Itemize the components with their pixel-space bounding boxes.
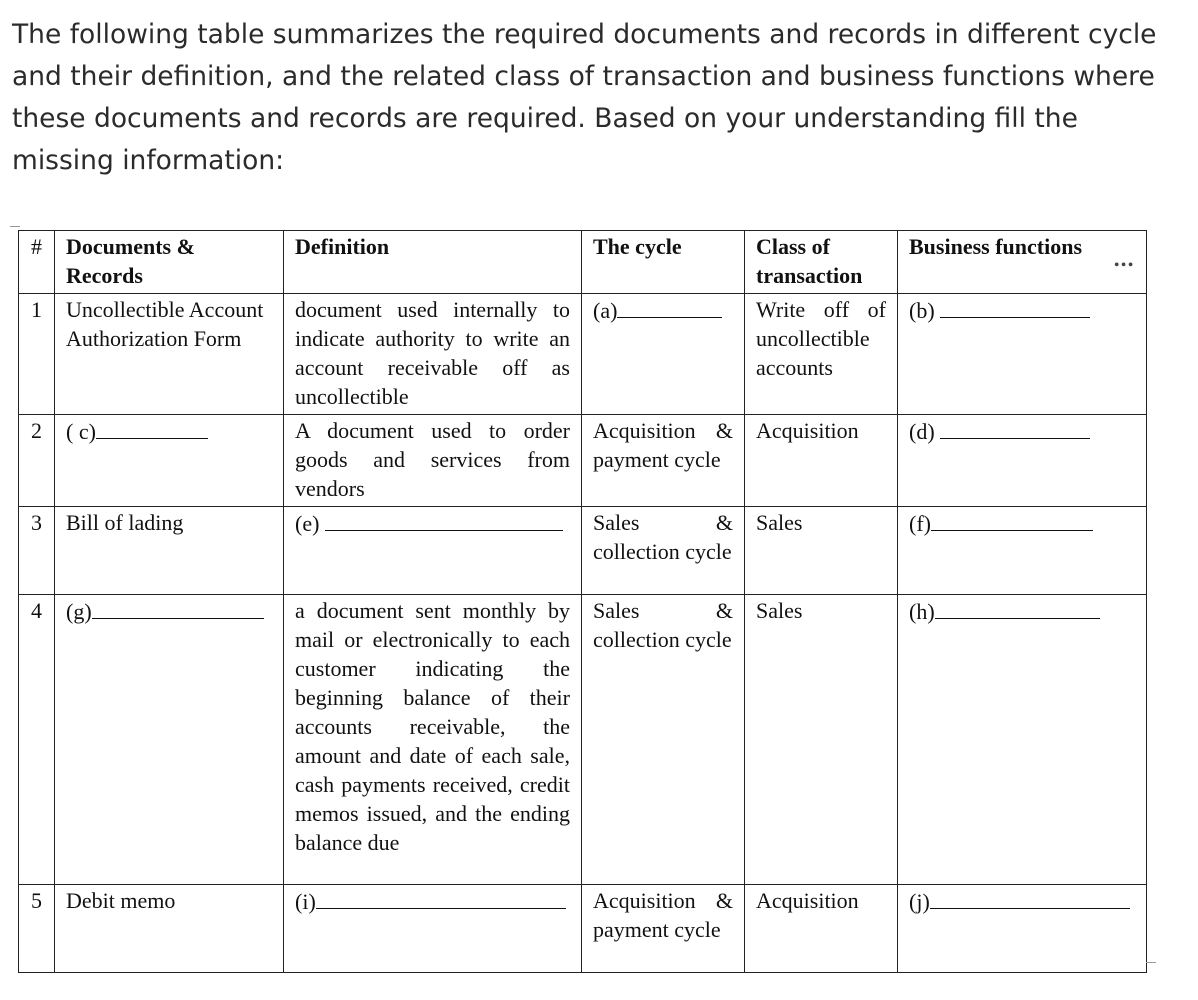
blank-label: (g) (66, 599, 92, 624)
answer-blank[interactable] (931, 508, 1093, 531)
answer-blank[interactable] (325, 508, 563, 531)
header-cycle: The cycle (582, 231, 745, 294)
blank-label: (a) (593, 298, 618, 323)
row-number: 3 (19, 507, 55, 595)
answer-blank[interactable] (316, 886, 566, 909)
header-documents: Documents & Records (55, 231, 284, 294)
class-cell: Write off of uncollectible accounts (745, 294, 898, 415)
blank-label: ( c) (66, 419, 96, 444)
class-cell: Acquisition (745, 885, 898, 973)
table-row (19, 294, 1147, 415)
blank-label: (j) (909, 889, 930, 914)
definition-cell: a document sent monthly by mail or electronically to each customer indicating the beginning balance of their accounts receivable, the amount and date of each sale, cash payments received, credit memos issued, and the ending balance due (284, 595, 582, 885)
corner-marker (10, 226, 20, 227)
header-functions-label: Business functions (909, 234, 1083, 259)
answer-blank[interactable] (96, 416, 208, 439)
document-cell (55, 415, 284, 507)
functions-cell (898, 294, 1147, 415)
document-cell: Bill of lading (55, 507, 284, 595)
row-number: 5 (19, 885, 55, 973)
answer-blank[interactable] (92, 596, 264, 619)
blank-label: (b) (909, 298, 935, 323)
functions-cell (898, 885, 1147, 973)
table-header-row (19, 231, 1147, 294)
intro-text: The following table summarizes the required documents and records in different cycle and their definition, and the related class of transaction and business functions where these documents and records are required. Based on your understanding fill the missing information: (12, 19, 1157, 176)
answer-blank[interactable] (930, 886, 1130, 909)
header-functions (898, 231, 1147, 294)
blank-label: (d) (909, 419, 935, 444)
definition-cell: A document used to order goods and services from vendors (284, 415, 582, 507)
cycle-cell (582, 294, 745, 415)
documents-table (18, 230, 1147, 973)
row-number: 2 (19, 415, 55, 507)
cycle-cell: Sales & collection cycle (582, 595, 745, 885)
blank-label: (f) (909, 511, 931, 536)
functions-cell (898, 415, 1147, 507)
functions-cell (898, 507, 1147, 595)
table-row (19, 595, 1147, 885)
table-row (19, 415, 1147, 507)
blank-label: (h) (909, 599, 935, 624)
answer-blank[interactable] (940, 295, 1090, 318)
cycle-cell: Acquisition & payment cycle (582, 415, 745, 507)
cycle-cell: Acquisition & payment cycle (582, 885, 745, 973)
document-cell: Uncollectible Account Authorization Form (55, 294, 284, 415)
row-number: 4 (19, 595, 55, 885)
functions-cell (898, 595, 1147, 885)
answer-blank[interactable] (617, 295, 722, 318)
definition-cell (284, 507, 582, 595)
corner-marker (1146, 962, 1156, 963)
definition-cell: document used internally to indicate authority to write an account receivable off as uncollectible (284, 294, 582, 415)
blank-label: (e) (295, 511, 320, 536)
document-cell (55, 595, 284, 885)
class-cell: Sales (745, 507, 898, 595)
class-cell: Acquisition (745, 415, 898, 507)
more-options-icon[interactable]: ••• (1114, 258, 1135, 273)
answer-blank[interactable] (935, 596, 1100, 619)
header-num: # (19, 231, 55, 294)
class-cell: Sales (745, 595, 898, 885)
document-cell: Debit memo (55, 885, 284, 973)
header-definition: Definition (284, 231, 582, 294)
table-row (19, 885, 1147, 973)
blank-label: (i) (295, 889, 316, 914)
header-class: Class of transaction (745, 231, 898, 294)
definition-cell (284, 885, 582, 973)
table-row (19, 507, 1147, 595)
row-number: 1 (19, 294, 55, 415)
answer-blank[interactable] (940, 416, 1090, 439)
cycle-cell: Sales & collection cycle (582, 507, 745, 595)
